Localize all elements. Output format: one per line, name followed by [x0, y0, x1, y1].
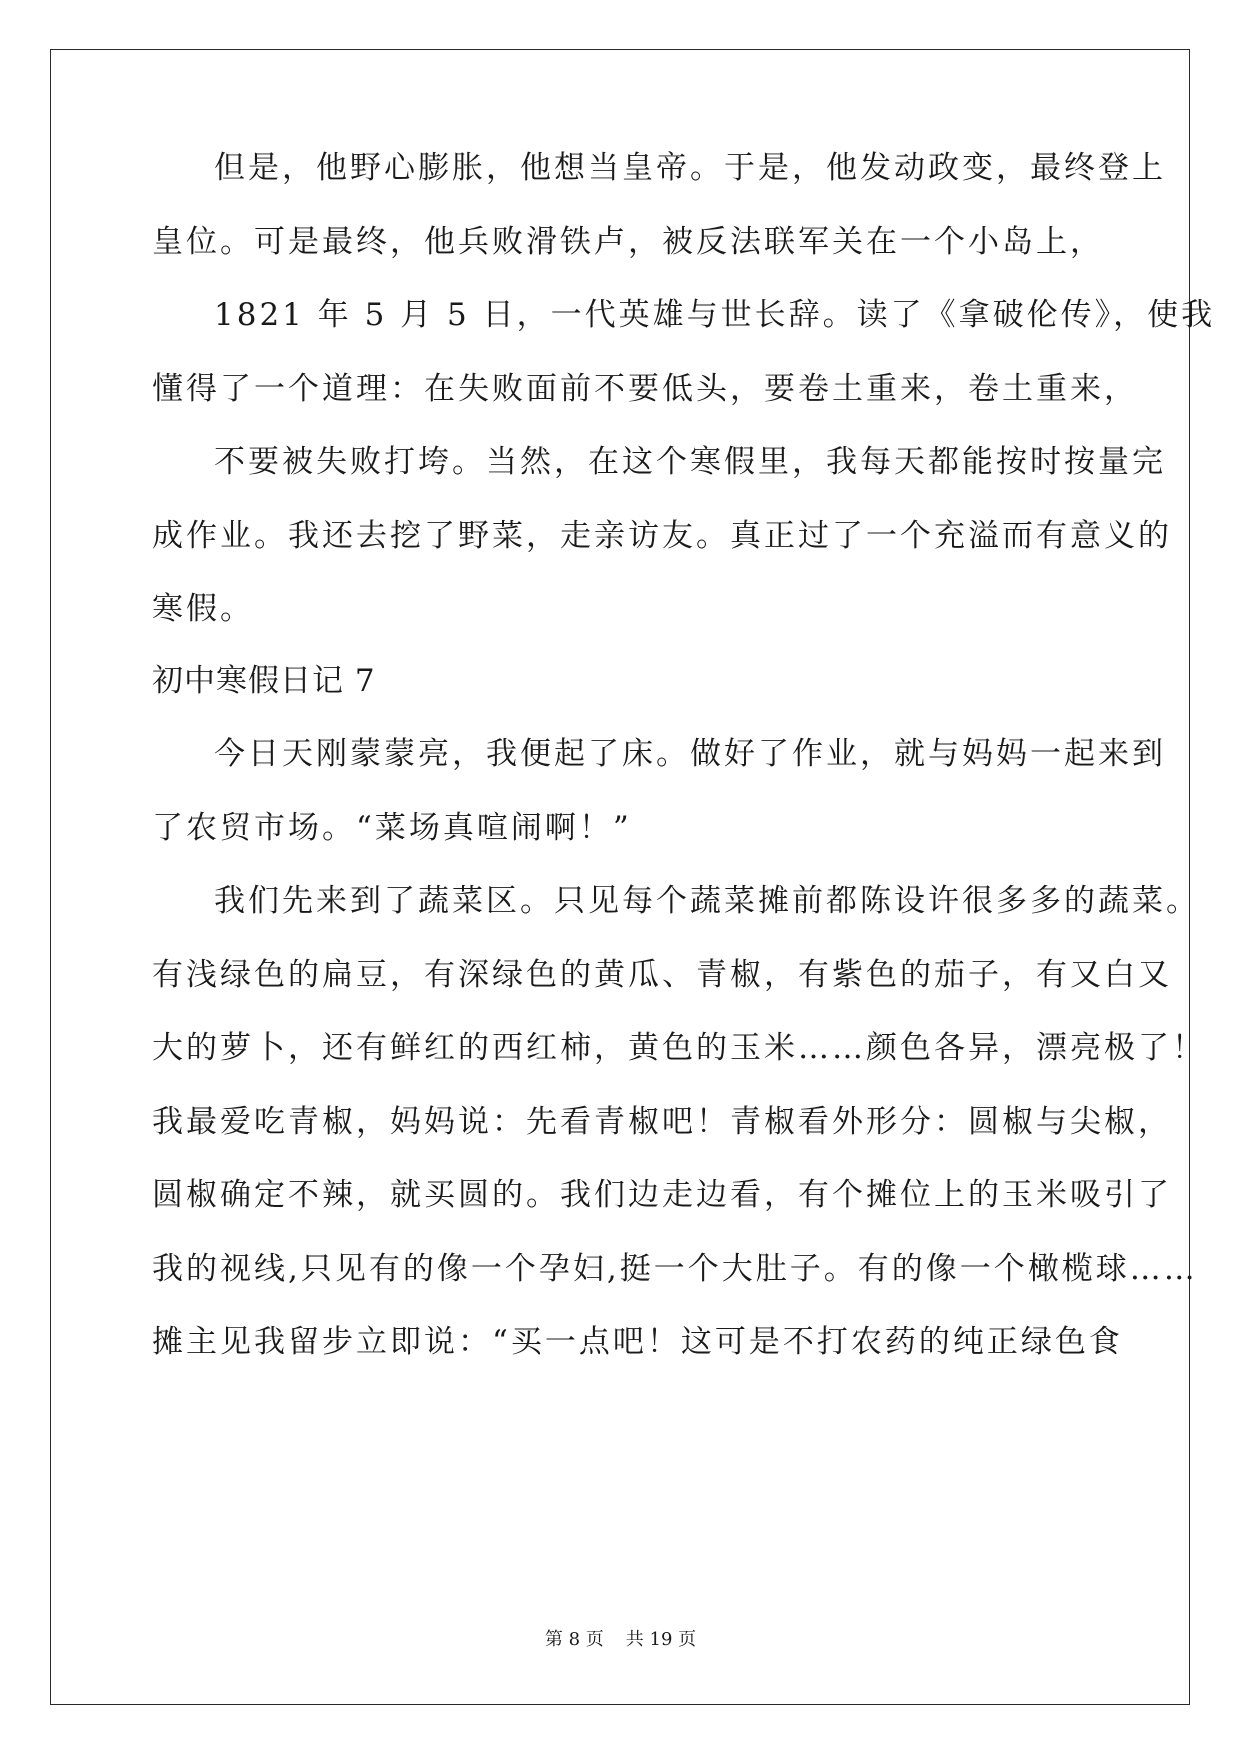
text-line: 1821 年 5 月 5 日，一代英雄与世长辞。读了《拿破伦传》，使我: [214, 297, 1216, 333]
page-total: 共 19 页: [625, 1629, 697, 1650]
text-line: 皇位。可是最终，他兵败滑铁卢，被反法联军关在一个小岛上，: [152, 224, 1104, 260]
text-line: 大的萝卜，还有鲜红的西红柿，黄色的玉米……颜色各异，漂亮极了！: [152, 1030, 1206, 1066]
text-line: 懂得了一个道理：在失败面前不要低头，要卷土重来，卷土重来，: [152, 371, 1138, 407]
text-line: 但是，他野心膨胀，他想当皇帝。于是，他发动政变，最终登上: [214, 150, 1166, 186]
text-line: 有浅绿色的扁豆，有深绿色的黄瓜、青椒，有紫色的茄子，有又白又: [152, 957, 1172, 993]
text-line: 我的视线,只见有的像一个孕妇,挺一个大肚子。有的像一个橄榄球……: [152, 1251, 1198, 1287]
text-line: 我最爱吃青椒，妈妈说：先看青椒吧！青椒看外形分：圆椒与尖椒，: [152, 1104, 1172, 1140]
page-footer: [0, 1628, 1241, 1652]
text-line: 寒假。: [152, 591, 254, 627]
text-line: 成作业。我还去挖了野菜，走亲访友。真正过了一个充溢而有意义的: [152, 518, 1172, 554]
section-heading: 初中寒假日记 7: [152, 663, 376, 699]
text-line: 摊主见我留步立即说：“买一点吧！这可是不打农药的纯正绿色食: [152, 1324, 1123, 1360]
text-line: 圆椒确定不辣，就买圆的。我们边走边看，有个摊位上的玉米吸引了: [152, 1177, 1172, 1213]
text-line: 不要被失败打垮。当然，在这个寒假里，我每天都能按时按量完: [214, 444, 1166, 480]
page-number: 第 8 页: [544, 1629, 604, 1650]
text-line: 今日天刚蒙蒙亮，我便起了床。做好了作业，就与妈妈一起来到: [214, 736, 1166, 772]
text-line: 了农贸市场。“菜场真喧闹啊！”: [152, 810, 632, 846]
text-line: 我们先来到了蔬菜区。只见每个蔬菜摊前都陈设许很多多的蔬菜。: [214, 883, 1200, 919]
